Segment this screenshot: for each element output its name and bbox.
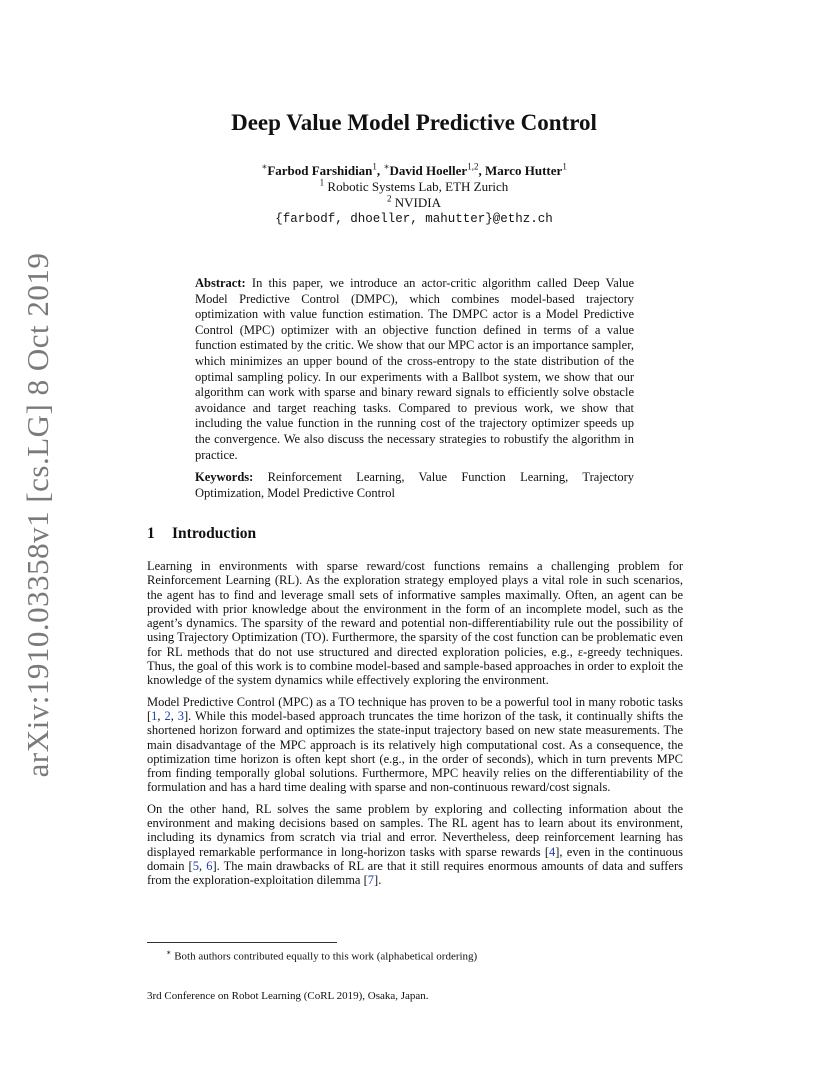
author-2-name: David Hoeller xyxy=(389,163,468,178)
author-1-name: Farbod Farshidian xyxy=(267,163,373,178)
conference-note: 3rd Conference on Robot Learning (CoRL 2019), Osaka, Japan. xyxy=(147,990,429,1002)
citation-link[interactable]: 3 xyxy=(177,708,184,723)
abstract-text: In this paper, we introduce an actor-critic algorithm called Deep Value Model Predictive Control (DMPC), which combines model-based trajectory optimization with value function estimation. The DMPC actor is a Model Predictive Control (MPC) optimizer with an objective function defined in terms of a value function estimated by the critic. We show that our MPC actor is an importance sampler, which minimizes an upper bound of the cross-entropy to the state distribution of the optimal sampling policy. In our experiments with a Ballbot system, we show that our algorithm can work with sparse and binary reward signals to efficiently solve obstacle avoidance and target reaching tasks. Compared to previous work, we show that including the value function in the running cost of the trajectory optimizer speeds up the convergence. We also discuss the necessary strategies to robustify the algorithm in practice. xyxy=(195,276,635,462)
arxiv-stamp xyxy=(18,252,58,778)
keywords-text: Reinforcement Learning, Value Function Learning, Trajectory Optimization, Model Predictive Control xyxy=(195,470,635,500)
paper-title: Deep Value Model Predictive Control xyxy=(231,110,597,135)
section-heading xyxy=(147,525,256,543)
citation-link[interactable]: 5 xyxy=(192,858,199,873)
affiliation-1-number: 1 xyxy=(319,177,325,188)
section-body xyxy=(147,559,683,895)
citation-link[interactable]: 7 xyxy=(367,873,375,888)
citation-link[interactable]: 6 xyxy=(206,858,213,873)
author-names: ∗Farbod Farshidian$^1$, ∗David Hoeller$^{1,2}$, Marco Hutter$^1$ xyxy=(261,161,567,178)
footnote-text: Both authors contributed equally to this work (alphabetical ordering) xyxy=(174,950,478,963)
abstract-label: Abstract: xyxy=(195,276,246,290)
abstract xyxy=(195,276,634,463)
affiliation-2-number: 2 xyxy=(387,193,392,204)
keywords-label: Keywords: xyxy=(195,470,254,484)
paragraph-2: Model Predictive Control (MPC) as a TO technique has proven to be a powerful tool in many robotic tasks [1, 2, 3]. While this model-based approach truncates the time horizon of the task, it continually shifts the shortened horizon forward and optimizes the state-input trajectory based on new state measurements. The main disadvantage of the MPC approach is its relatively high computational cost. As a consequence, the optimization time horizon is often kept short (e.g., in the order of seconds), which in turn prevents MPC from finding temporally global solutions. Furthermore, MPC heavily relies on the differentiability of the formulation and has a hard time dealing with sparse and non-continuous reward/cost signals. xyxy=(147,694,684,795)
citation-link[interactable]: 2 xyxy=(164,708,171,723)
keywords xyxy=(195,470,634,501)
section-title: Introduction xyxy=(172,525,257,542)
author-2-affiliation: 1,2 xyxy=(467,161,479,172)
author-block xyxy=(0,163,828,227)
footnote xyxy=(166,948,477,963)
author-1-mark: ∗ xyxy=(261,161,268,172)
citation-link[interactable]: 1 xyxy=(151,708,158,723)
citation-link[interactable]: 4 xyxy=(549,844,556,859)
author-3-affiliation: 1 xyxy=(562,161,567,172)
author-3-name: Marco Hutter xyxy=(484,163,563,178)
arxiv-stamp-text: arXiv:1910.03358v1 [cs.LG] 8 Oct 2019 xyxy=(20,252,55,778)
author-2-mark: ∗ xyxy=(383,161,390,172)
footnote-mark: ∗ xyxy=(166,948,172,957)
affiliation-1 xyxy=(0,179,828,195)
author-1-affiliation: 1 xyxy=(372,161,377,172)
paragraph-1: Learning in environments with sparse reward/cost functions remains a challenging problem for Reinforcement Learning (RL). As the exploration strategy employed plays a vital role in such scenarios, the agent has to find and leverage small sets of informative samples maximally. Often, an agent can be provided with prior knowledge about the environment in the form of an incomplete model, such as the agent’s dynamics. The sparsity of the reward and potential non-differentiability rule out the possibility of using Trajectory Optimization (TO). Furthermore, the sparsity of the cost function can be problematic even for RL methods that do not use structured and directed exploration policies, e.g., ε-greedy techniques. Thus, the goal of this work is to combine model-based and sample-based approaches in order to exploit the knowledge of the system dynamics while effectively exploring the environment. xyxy=(147,559,683,688)
author-emails: {farbodf, dhoeller, mahutter}@ethz.ch xyxy=(275,212,553,226)
affiliation-2 xyxy=(0,195,828,211)
affiliation-2-text: NVIDIA xyxy=(394,195,441,210)
footnote-divider xyxy=(147,942,337,943)
paragraph-3: On the other hand, RL solves the same problem by exploring and collecting information about the environment and making decisions based on samples. The RL agent has to learn about its environment, including its dynamics from scratch via trial and error. Nevertheless, deep reinforcement learning has displayed remarkable performance in long-horizon tasks with sparse rewards [4], even in the continuous domain [5, 6]. The main drawbacks of RL are that it still requires enormous amounts of data and suffers from the exploration-exploitation dilemma [7]. xyxy=(147,801,683,888)
section-number: 1 xyxy=(147,525,155,542)
affiliation-1-text: Robotic Systems Lab, ETH Zurich xyxy=(327,179,509,194)
